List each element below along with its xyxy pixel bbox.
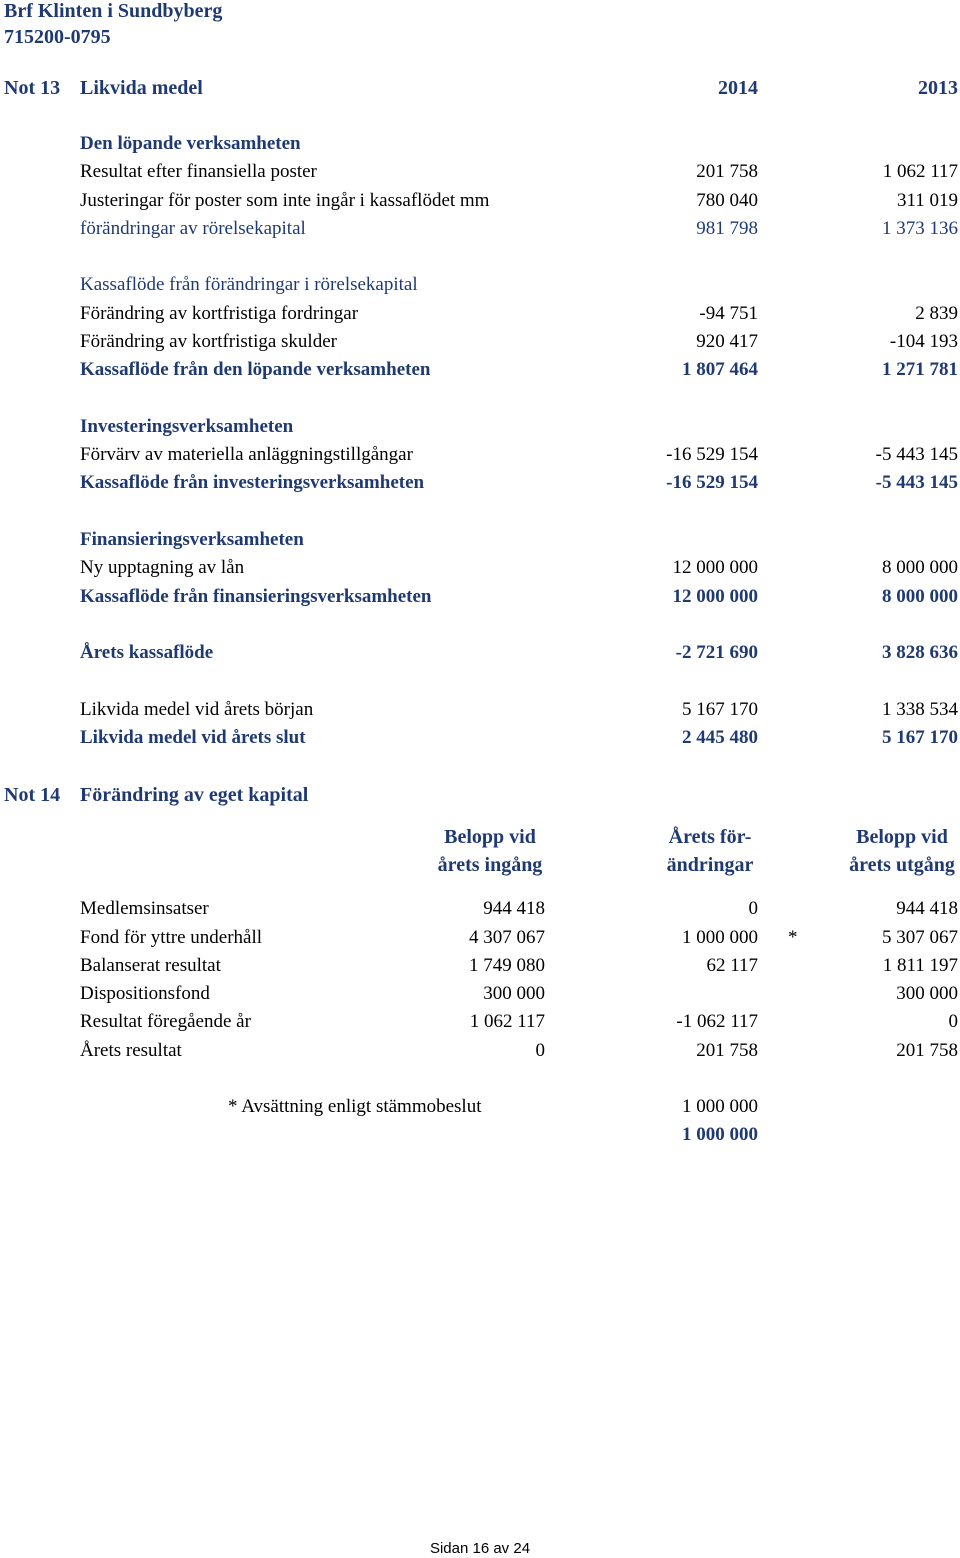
equity-row-change: 1 000 000 (682, 927, 758, 948)
equity-row-out: 300 000 (896, 983, 958, 1004)
row-value-2013: 1 373 136 (882, 218, 958, 239)
row-value-2014: 5 167 170 (682, 699, 758, 720)
equity-row-in: 0 (535, 1040, 545, 1061)
equity-row-change: -1 062 117 (676, 1011, 758, 1032)
row-label: Årets kassaflöde (80, 642, 214, 663)
equity-row-out: 1 811 197 (882, 955, 958, 976)
row-value-2013: 1 062 117 (882, 161, 958, 182)
row-label: Justeringar för poster som inte ingår i kassaflödet mm (80, 190, 490, 211)
row-value-2014: -16 529 154 (666, 472, 758, 493)
equity-row-out: 944 418 (896, 898, 958, 919)
row-value-2014: -2 721 690 (675, 642, 758, 663)
equity-row-label: Medlemsinsatser (80, 898, 209, 919)
row-value-2014: -94 751 (699, 303, 758, 324)
note13-title: Likvida medel (80, 77, 203, 99)
row-value-2014: 780 040 (696, 190, 758, 211)
equity-row-change: 0 (748, 898, 758, 919)
equity-row-label: Årets resultat (80, 1040, 182, 1061)
equity-row-out: 5 307 067 (882, 927, 958, 948)
equity-row-in: 944 418 (483, 898, 545, 919)
row-value-2013: 311 019 (896, 190, 958, 211)
row-label: Förändring av kortfristiga fordringar (80, 303, 359, 324)
row-label: förändringar av rörelsekapital (80, 218, 306, 239)
row-value-2014: -16 529 154 (666, 444, 758, 465)
row-value-2014: 1 807 464 (682, 359, 758, 380)
col-header-ingang-line1: Belopp vid (444, 826, 536, 848)
note13-label: Not 13 (4, 77, 61, 99)
row-value-2014: 920 417 (696, 331, 758, 352)
note13-year-2013: 2013 (918, 77, 958, 99)
page-number: Sidan 16 av 24 (429, 1540, 531, 1557)
row-label: Ny upptagning av lån (80, 557, 245, 578)
equity-row-change: 201 758 (696, 1040, 758, 1061)
footnote-text: * Avsättning enligt stämmobeslut (228, 1096, 482, 1117)
equity-row-mark: * (788, 927, 798, 948)
row-value-2013: -104 193 (889, 331, 958, 352)
row-label: Resultat efter finansiella poster (80, 161, 317, 182)
equity-row-out: 0 (948, 1011, 958, 1032)
row-value-2013: 8 000 000 (882, 557, 958, 578)
section-heading: Finansieringsverksamheten (80, 529, 304, 550)
note14-label: Not 14 (4, 784, 61, 806)
row-value-2013: 3 828 636 (882, 642, 958, 663)
row-label: Likvida medel vid årets början (80, 699, 314, 720)
section-heading: Investeringsverksamheten (80, 416, 294, 437)
row-value-2014: 12 000 000 (672, 557, 758, 578)
row-label: Förändring av kortfristiga skulder (80, 331, 337, 352)
col-header-utgang-line2: årets utgång (849, 854, 955, 876)
org-number: 715200-0795 (4, 26, 111, 48)
equity-row-out: 201 758 (896, 1040, 958, 1061)
row-value-2013: 1 271 781 (882, 359, 958, 380)
org-name: Brf Klinten i Sundbyberg (4, 0, 223, 22)
row-value-2014: 981 798 (696, 218, 758, 239)
section-heading: Kassaflöde från förändringar i rörelsekapital (80, 274, 418, 295)
col-header-ingang-line2: årets ingång (437, 854, 543, 876)
col-header-forandringar-line2: ändringar (666, 854, 754, 876)
section-heading: Den löpande verksamheten (80, 133, 301, 154)
note14-title: Förändring av eget kapital (80, 784, 309, 806)
equity-row-label: Resultat föregående år (80, 1011, 251, 1032)
row-label: Likvida medel vid årets slut (80, 727, 306, 748)
equity-row-in: 4 307 067 (469, 927, 545, 948)
row-label: Kassaflöde från finansieringsverksamheten (80, 586, 432, 607)
equity-row-in: 300 000 (483, 983, 545, 1004)
footnote-total: 1 000 000 (682, 1124, 758, 1145)
row-label: Kassaflöde från den löpande verksamheten (80, 359, 431, 380)
row-value-2013: 8 000 000 (882, 586, 958, 607)
row-value-2014: 2 445 480 (682, 727, 758, 748)
note13-year-2014: 2014 (718, 77, 758, 99)
row-value-2013: 2 839 (915, 303, 958, 324)
row-value-2013: -5 443 145 (875, 472, 958, 493)
equity-row-label: Dispositionsfond (80, 983, 210, 1004)
row-value-2014: 12 000 000 (672, 586, 758, 607)
row-value-2013: -5 443 145 (875, 444, 958, 465)
col-header-forandringar-line1: Årets för- (668, 826, 752, 848)
row-value-2014: 201 758 (696, 161, 758, 182)
row-label: Förvärv av materiella anläggningstillgångar (80, 444, 413, 465)
col-header-utgang-line1: Belopp vid (856, 826, 948, 848)
equity-row-in: 1 749 080 (469, 955, 545, 976)
row-value-2013: 1 338 534 (882, 699, 958, 720)
footnote-value: 1 000 000 (682, 1096, 758, 1117)
equity-row-label: Balanserat resultat (80, 955, 221, 976)
equity-row-label: Fond för yttre underhåll (80, 927, 263, 948)
row-value-2013: 5 167 170 (882, 727, 958, 748)
row-label: Kassaflöde från investeringsverksamheten (80, 472, 425, 493)
equity-row-in: 1 062 117 (469, 1011, 545, 1032)
equity-row-change: 62 117 (706, 955, 758, 976)
